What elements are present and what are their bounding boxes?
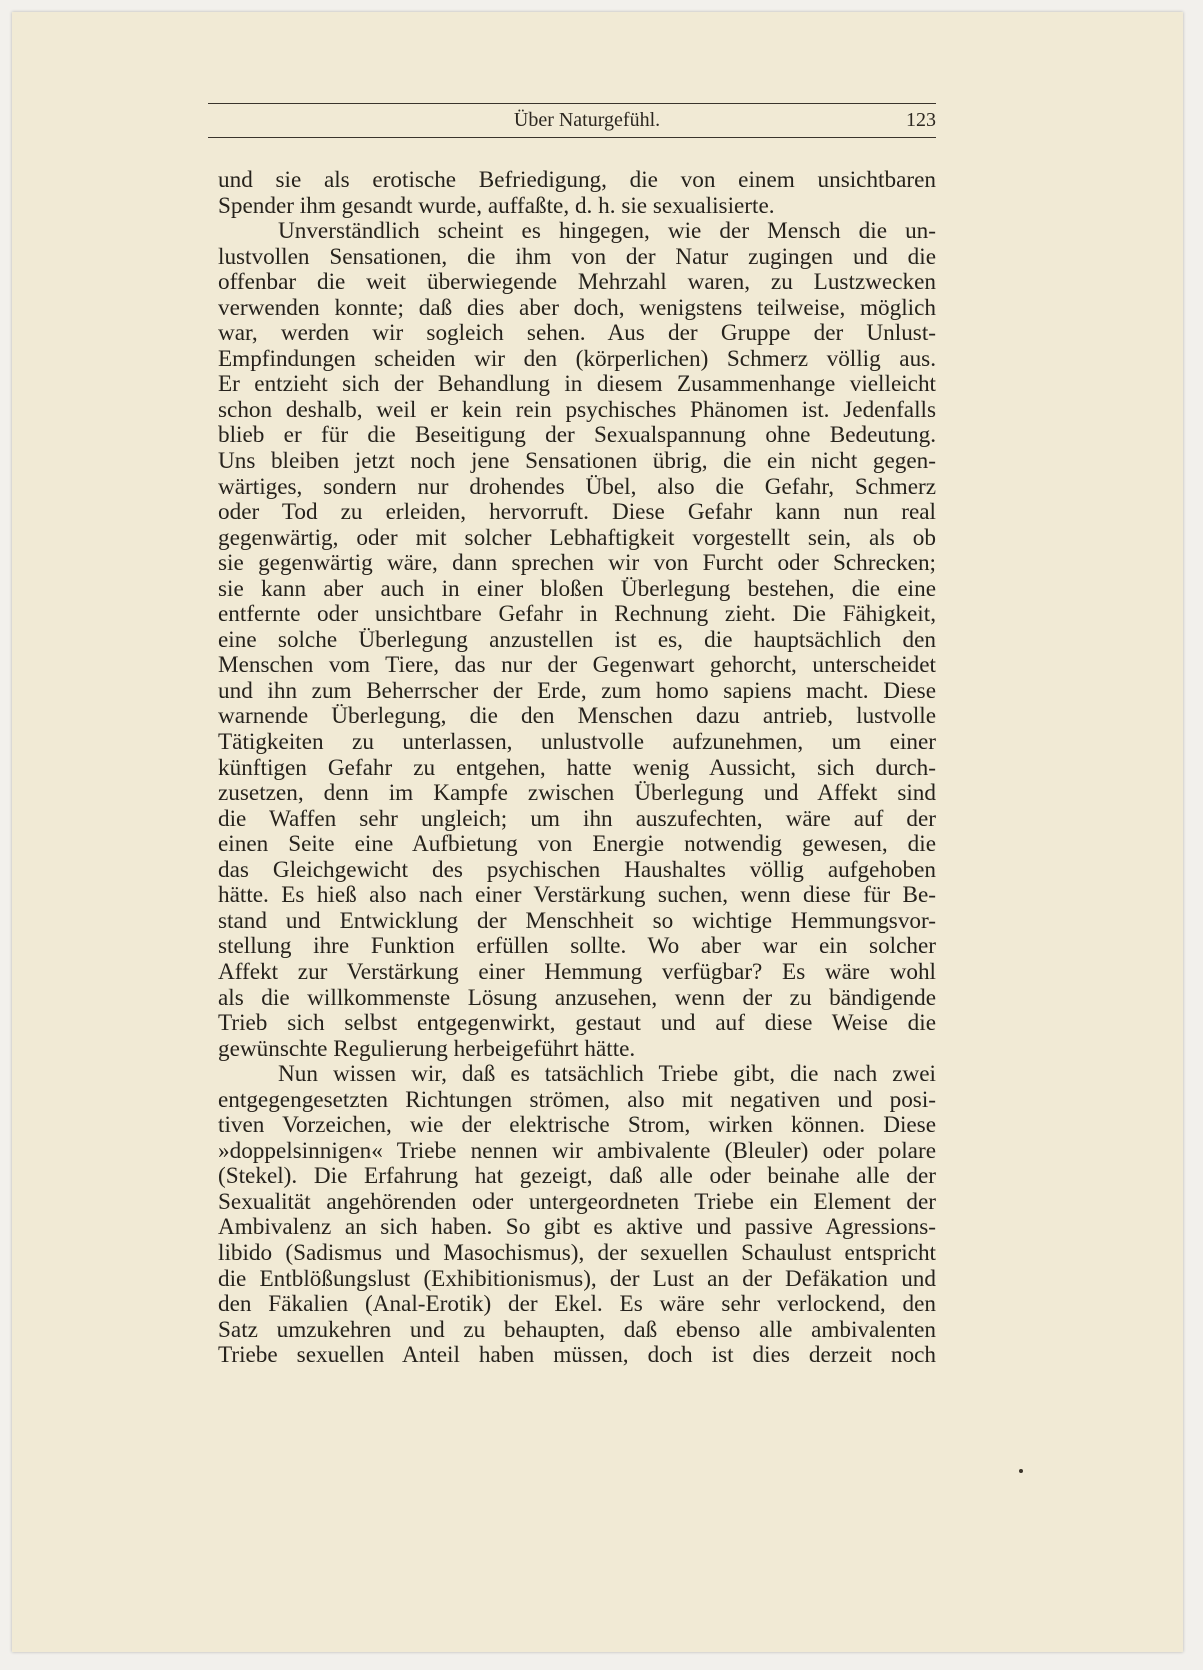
text-line: Unverständlich scheint es hingegen, wie der Mensch die un- xyxy=(278,218,936,245)
text-line: den Fäkalien (Anal-Erotik) der Ekel. Es wäre sehr verlockend, den xyxy=(218,1291,936,1318)
text-line: einen Seite eine Aufbietung von Energie notwendig gewesen, die xyxy=(218,831,936,858)
paragraph xyxy=(218,1062,936,1369)
text-line: Spender ihm gesandt wurde, auffaßte, d. h. sie sexualisierte. xyxy=(218,192,775,219)
text-line: stellung ihre Funktion erfüllen sollte. Wo aber war ein solcher xyxy=(218,933,936,960)
header-bottom-rule xyxy=(208,137,936,138)
text-line: warnende Überlegung, die den Menschen dazu antrieb, lustvolle xyxy=(218,703,936,730)
text-line: lustvollen Sensationen, die ihm von der Natur zugingen und die xyxy=(218,243,936,270)
text-line: sie kann aber auch in einer bloßen Überlegung bestehen, die eine xyxy=(218,575,936,602)
text-line: entfernte oder unsichtbare Gefahr in Rechnung zieht. Die Fähigkeit, xyxy=(218,601,936,628)
text-line: die Entblößungslust (Exhibitionismus), der Lust an der Defäkation und xyxy=(218,1265,936,1292)
page-number: 123 xyxy=(906,109,936,131)
text-line: künftigen Gefahr zu entgehen, hatte wenig Aussicht, sich durch- xyxy=(218,754,936,781)
text-line: Nun wissen wir, daß es tatsächlich Triebe gibt, die nach zwei xyxy=(278,1061,936,1088)
paragraph xyxy=(218,168,936,219)
text-line: gegenwärtig, oder mit solcher Lebhaftigkeit vorgestellt sein, als ob xyxy=(218,524,936,551)
text-line: und ihn zum Beherrscher der Erde, zum homo sapiens macht. Diese xyxy=(218,677,936,704)
text-line: stand und Entwicklung der Menschheit so wichtige Hemmungsvor- xyxy=(218,907,936,934)
text-line: sie gegenwärtig wäre, dann sprechen wir von Furcht oder Schrecken; xyxy=(218,550,936,577)
text-line: libido (Sadismus und Masochismus), der sexuellen Schaulust entspricht xyxy=(218,1239,936,1266)
text-line: verwenden konnte; daß dies aber doch, wenigstens teilweise, möglich xyxy=(218,294,936,321)
text-line: Trieb sich selbst entgegenwirkt, gestaut und auf diese Weise die xyxy=(218,1010,936,1037)
text-line: Empfindungen scheiden wir den (körperlichen) Schmerz völlig aus. xyxy=(218,345,936,372)
text-line: war, werden wir sogleich sehen. Aus der Gruppe der Unlust- xyxy=(218,320,936,347)
text-line: offenbar die weit überwiegende Mehrzahl waren, zu Lustzwecken xyxy=(218,269,936,296)
text-line: tiven Vorzeichen, wie der elektrische Strom, wirken können. Diese xyxy=(218,1112,936,1139)
text-line: das Gleichgewicht des psychischen Haushaltes völlig aufgehoben xyxy=(218,856,936,883)
text-line: eine solche Überlegung anzustellen ist es, die hauptsächlich den xyxy=(218,626,936,653)
text-line: wärtiges, sondern nur drohendes Übel, also die Gefahr, Schmerz xyxy=(218,473,936,500)
text-line: (Stekel). Die Erfahrung hat gezeigt, daß alle oder beinahe alle der xyxy=(218,1163,936,1190)
running-header xyxy=(208,105,936,135)
text-line: als die willkommenste Lösung anzusehen, wenn der zu bändigende xyxy=(218,984,936,1011)
text-line: zusetzen, denn im Kampfe zwischen Überlegung und Affekt sind xyxy=(218,780,936,807)
text-line: entgegengesetzten Richtungen strömen, also mit negativen und posi- xyxy=(218,1086,936,1113)
text-line: Satz umzukehren und zu behaupten, daß ebenso alle ambivalenten xyxy=(218,1316,936,1343)
paragraph xyxy=(218,219,936,1062)
text-line: die Waffen sehr ungleich; um ihn auszufechten, wäre auf der xyxy=(218,805,936,832)
text-line: oder Tod zu erleiden, hervorruft. Diese Gefahr kann nun real xyxy=(218,499,936,526)
running-title: Über Naturgefühl. xyxy=(513,109,661,131)
text-line: hätte. Es hieß also nach einer Verstärkung suchen, wenn diese für Be- xyxy=(218,882,936,909)
text-line: schon deshalb, weil er kein rein psychisches Phänomen ist. Jedenfalls xyxy=(218,396,936,423)
text-line: Triebe sexuellen Anteil haben müssen, doch ist dies derzeit noch xyxy=(218,1342,936,1369)
text-line: blieb er für die Beseitigung der Sexualspannung ohne Bedeutung. xyxy=(218,422,936,449)
text-line: Uns bleiben jetzt noch jene Sensationen übrig, die ein nicht gegen- xyxy=(218,448,936,475)
body-text xyxy=(218,168,936,1369)
text-line: »doppelsinnigen« Triebe nennen wir ambivalente (Bleuler) oder polare xyxy=(218,1137,936,1164)
text-line: Tätigkeiten zu unterlassen, unlustvolle aufzunehmen, um einer xyxy=(218,729,936,756)
scan-speck xyxy=(1019,1469,1023,1473)
text-line: Ambivalenz an sich haben. So gibt es aktive und passive Agressions- xyxy=(218,1214,936,1241)
text-line: Sexualität angehörenden oder untergeordneten Triebe ein Element der xyxy=(218,1188,936,1215)
header-top-rule xyxy=(208,103,936,104)
text-line: gewünschte Regulierung herbeigeführt hätte. xyxy=(218,1035,636,1062)
text-line: Er entzieht sich der Behandlung in diesem Zusammenhange vielleicht xyxy=(218,371,936,398)
text-line: und sie als erotische Befriedigung, die von einem unsichtbaren xyxy=(218,167,936,193)
text-line: Affekt zur Verstärkung einer Hemmung verfügbar? Es wäre wohl xyxy=(218,958,936,985)
text-line: Menschen vom Tiere, das nur der Gegenwart gehorcht, unterscheidet xyxy=(218,652,936,679)
